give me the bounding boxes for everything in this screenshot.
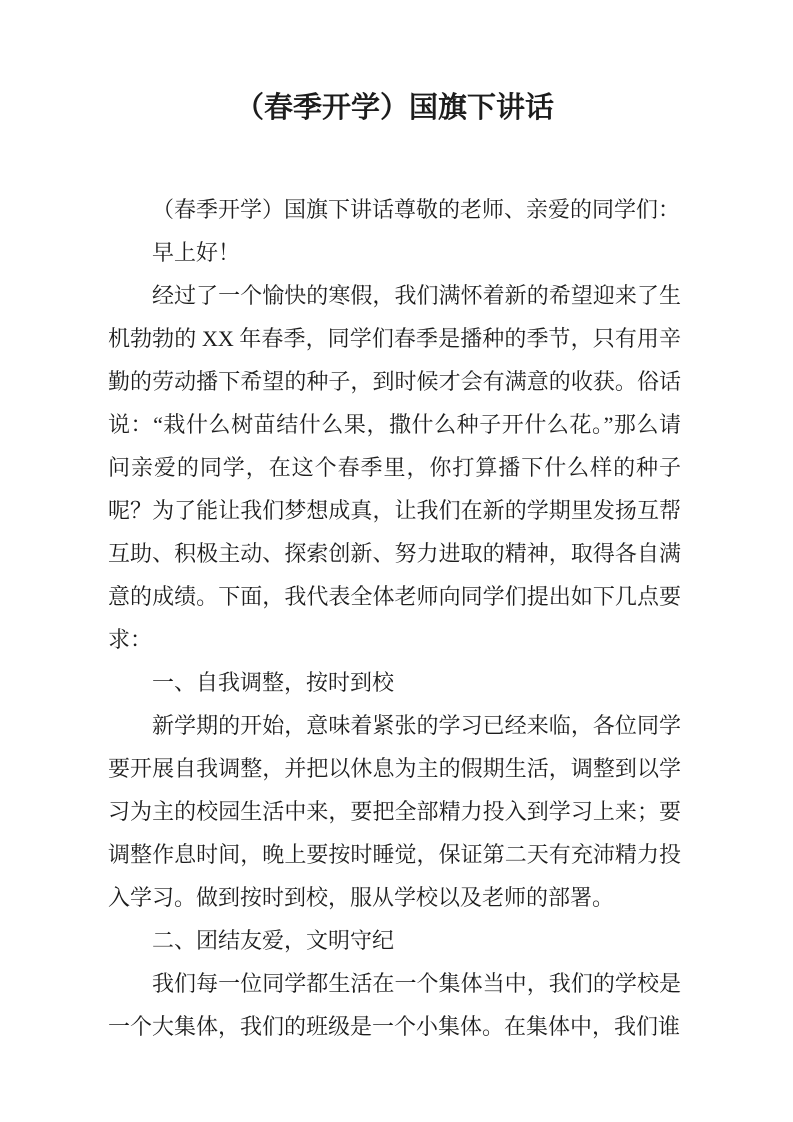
paragraph-greeting: 早上好！ <box>152 240 241 265</box>
paragraph-body-1: 新学期的开始，意味着紧张的学习已经来临，各位同学要开展自我调整，并把以休息为主的假期生活，调整到以学习为主的校园生活中来，要把全部精力投入到学习上来；要调整作息时间，晚上要按时睡觉，保证第二天有充沛精力投入学习。做到按时到校，服从学校以及老师的部署。 <box>108 713 681 910</box>
paragraph-body-2: 我们每一位同学都生活在一个集体当中，我们的学校是一个大集体，我们的班级是一个小集体。在集体中，我们谁 <box>108 971 681 1039</box>
paragraph-salutation: （春季开学）国旗下讲话尊敬的老师、亲爱的同学们： <box>152 197 681 222</box>
paragraph-intro: 经过了一个愉快的寒假，我们满怀着新的希望迎来了生机勃勃的 XX 年春季，同学们春季是播种的季节，只有用辛勤的劳动播下希望的种子，到时候才会有满意的收获。俗话说：“栽什么树苗结什么果，撒什么种子开什么花。”那么请问亲爱的同学，在这个春季里，你打算播下什么样的种子呢？为了能让我们梦想成真，让我们在新的学期里发扬互帮互助、积极主动、探索创新、努力进取的精神，取得各自满意的成绩。下面，我代表全体老师向同学们提出如下几点要求： <box>108 283 681 652</box>
paragraph-heading-1: 一、自我调整，按时到校 <box>152 670 395 695</box>
document-title: （春季开学）国旗下讲话 <box>234 92 554 124</box>
paragraph-heading-2: 二、团结友爱，文明守纪 <box>152 928 395 953</box>
